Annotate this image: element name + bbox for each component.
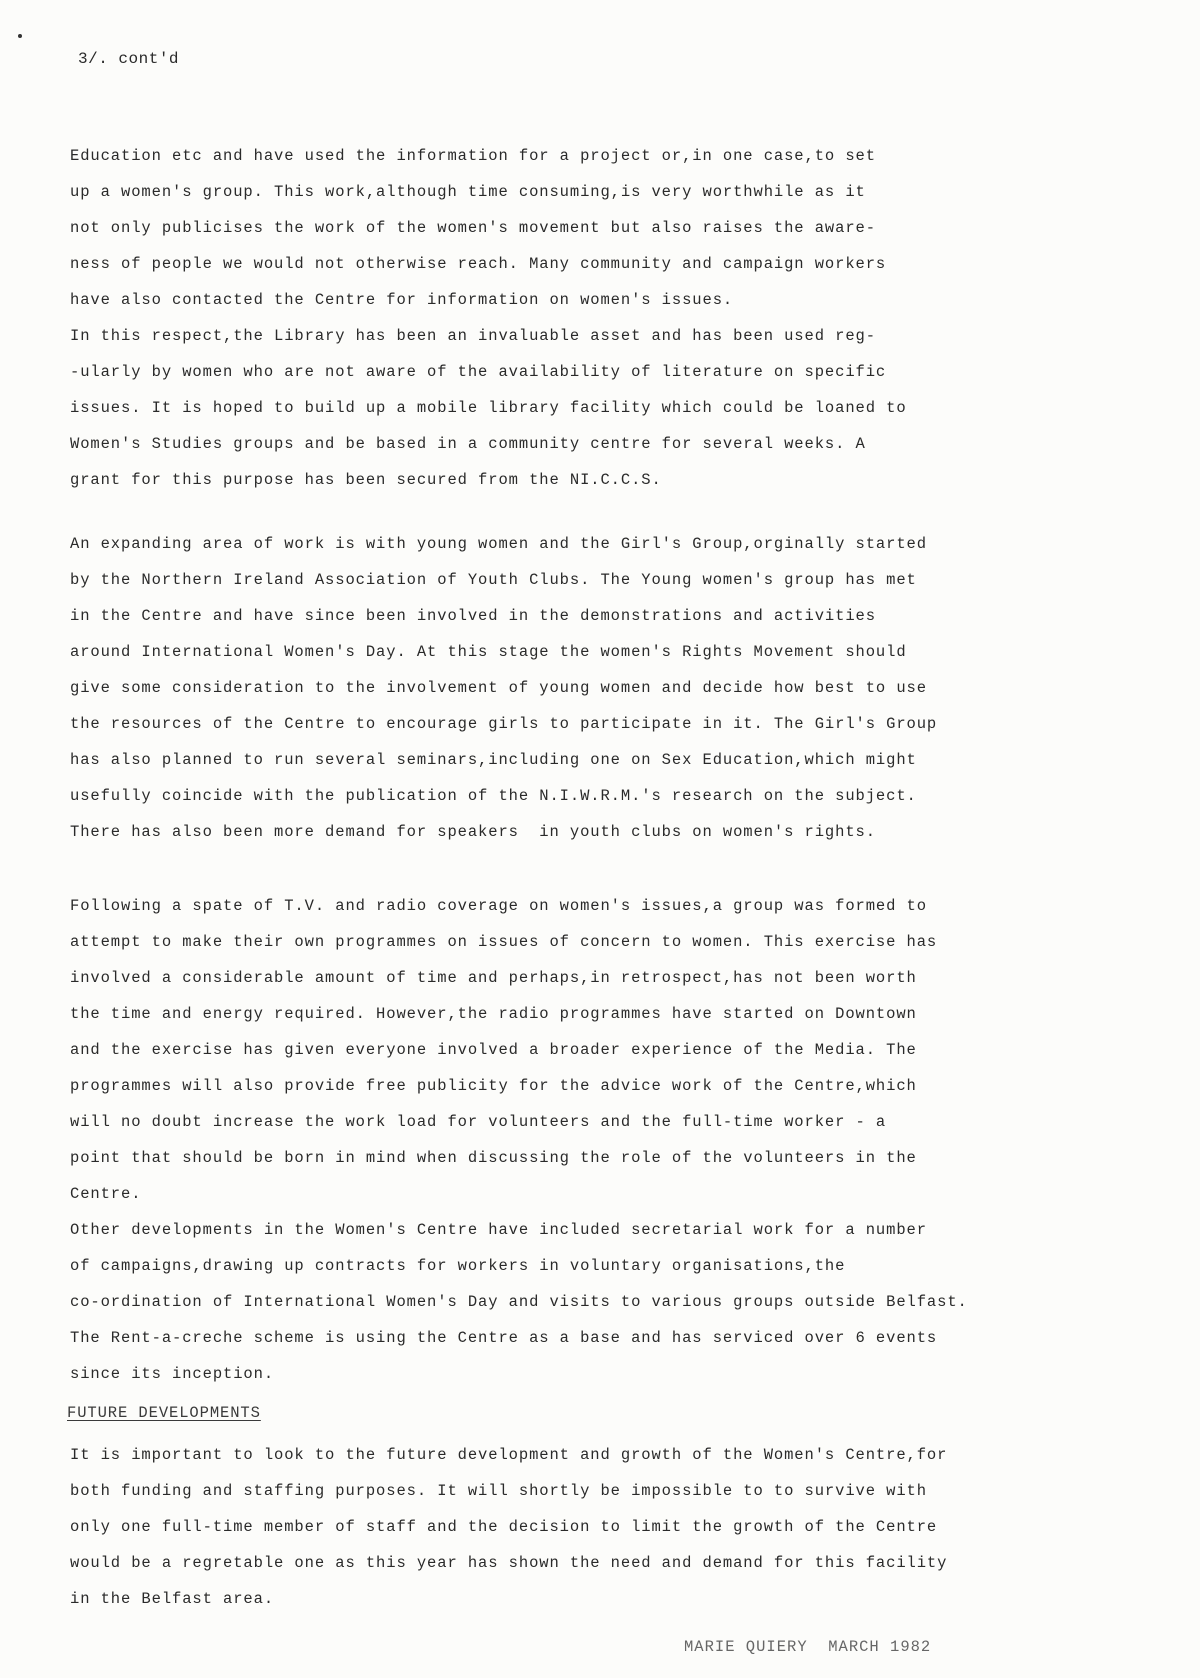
paragraph-future xyxy=(70,1437,1130,1617)
text-line: Other developments in the Women's Centre have included secretarial work for a number xyxy=(70,1221,927,1239)
text-line: will no doubt increase the work load for volunteers and the full-time worker - a xyxy=(70,1113,887,1131)
text-line: It is important to look to the future development and growth of the Women's Centre,for xyxy=(70,1446,948,1464)
text-line: give some consideration to the involvement of young women and decide how best to use xyxy=(70,679,927,697)
text-line: The Rent-a-creche scheme is using the Centre as a base and has serviced over 6 events xyxy=(70,1329,938,1347)
text-line: by the Northern Ireland Association of Youth Clubs. The Young women's group has met xyxy=(70,571,917,589)
paragraph-young-women xyxy=(70,526,1130,850)
text-line: of campaigns,drawing up contracts for workers in voluntary organisations,the xyxy=(70,1257,846,1275)
text-line: ness of people we would not otherwise reach. Many community and campaign workers xyxy=(70,255,887,273)
text-line: the resources of the Centre to encourage girls to participate in it. The Girl's Group xyxy=(70,715,938,733)
text-line: around International Women's Day. At this stage the women's Rights Movement should xyxy=(70,643,907,661)
text-line: attempt to make their own programmes on issues of concern to women. This exercise has xyxy=(70,933,938,951)
page-reference: 3/. cont'd xyxy=(78,50,180,68)
paragraph-library xyxy=(70,138,1130,498)
text-line: co-ordination of International Women's Day and visits to various groups outside Belfast. xyxy=(70,1293,968,1311)
text-line: Education etc and have used the information for a project or,in one case,to set xyxy=(70,147,876,165)
text-line: An expanding area of work is with young women and the Girl's Group,orginally started xyxy=(70,535,927,553)
section-heading: FUTURE DEVELOPMENTS xyxy=(67,1404,261,1422)
text-line: and the exercise has given everyone involved a broader experience of the Media. The xyxy=(70,1041,917,1059)
text-line: in the Belfast area. xyxy=(70,1590,275,1608)
text-line: both funding and staffing purposes. It will shortly be impossible to to survive with xyxy=(70,1482,927,1500)
text-line: Following a spate of T.V. and radio coverage on women's issues,a group was formed to xyxy=(70,897,927,915)
text-line: Women's Studies groups and be based in a community centre for several weeks. A xyxy=(70,435,866,453)
text-line: have also contacted the Centre for information on women's issues. xyxy=(70,291,734,309)
text-line: There has also been more demand for speakers in youth clubs on women's rights. xyxy=(70,823,876,841)
text-line: In this respect,the Library has been an invaluable asset and has been used reg- xyxy=(70,327,876,345)
text-line: programmes will also provide free publicity for the advice work of the Centre,which xyxy=(70,1077,917,1095)
text-line: not only publicises the work of the women's movement but also raises the aware- xyxy=(70,219,876,237)
text-line: usefully coincide with the publication of the N.I.W.R.M.'s research on the subject. xyxy=(70,787,917,805)
margin-mark xyxy=(18,34,22,38)
paragraph-media xyxy=(70,888,1130,1392)
text-line: issues. It is hoped to build up a mobile library facility which could be loaned to xyxy=(70,399,907,417)
text-line: Centre. xyxy=(70,1185,142,1203)
text-line: in the Centre and have since been involved in the demonstrations and activities xyxy=(70,607,876,625)
text-line: involved a considerable amount of time and perhaps,in retrospect,has not been worth xyxy=(70,969,917,987)
text-line: since its inception. xyxy=(70,1365,275,1383)
text-line: would be a regretable one as this year has shown the need and demand for this facility xyxy=(70,1554,948,1572)
author-signature: MARIE QUIERY MARCH 1982 xyxy=(684,1638,932,1656)
text-line: only one full-time member of staff and the decision to limit the growth of the Centre xyxy=(70,1518,938,1536)
text-line: up a women's group. This work,although time consuming,is very worthwhile as it xyxy=(70,183,866,201)
text-line: has also planned to run several seminars,including one on Sex Education,which might xyxy=(70,751,917,769)
text-line: the time and energy required. However,the radio programmes have started on Downtown xyxy=(70,1005,917,1023)
text-line: grant for this purpose has been secured from the NI.C.C.S. xyxy=(70,471,662,489)
text-line: -ularly by women who are not aware of the availability of literature on specific xyxy=(70,363,887,381)
text-line: point that should be born in mind when discussing the role of the volunteers in the xyxy=(70,1149,917,1167)
